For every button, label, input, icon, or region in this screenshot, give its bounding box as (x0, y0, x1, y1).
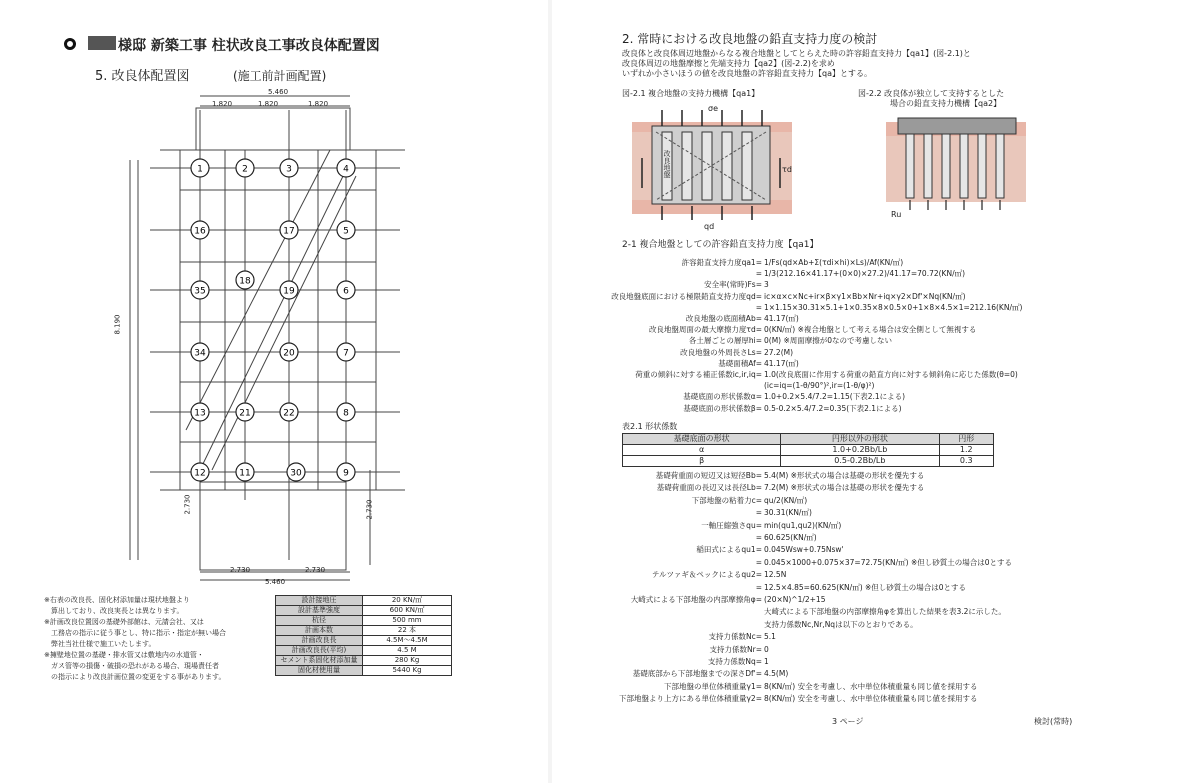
pile-label: 3 (286, 164, 292, 175)
calc-label: 安全率(常時)Fs= (704, 280, 762, 290)
calc-expression: (ic=iq=(1-θ/90°)²,ir=(1-θ/φ)²) (764, 381, 875, 391)
shape-table-header-cell: 円形以外の形状 (781, 434, 939, 445)
calc-expression: 8(KN/㎡) 安全を考慮し、水中単位体積重量も同じ値を採用する (764, 694, 978, 704)
calc-label: 基礎荷重面の短辺又は短径Bb= (655, 471, 762, 480)
pile-marker (337, 403, 355, 421)
dim-side-b: 2.730 (365, 499, 374, 520)
calc-label: = (755, 582, 762, 592)
shape-table-header-cell: 円形 (939, 434, 994, 445)
spec-row (276, 636, 452, 646)
fig1-sigma-label: σe (708, 104, 718, 113)
calc-label: 基礎面積Af= (718, 358, 762, 368)
note-line: ※右表の改良長、固化材添加量は現状地盤より (44, 596, 190, 604)
calc-label: 許容鉛直支持力度qa1= (681, 258, 762, 267)
calc-expression: 5.1 (764, 632, 776, 642)
spec-row (276, 656, 452, 666)
pile-marker (236, 159, 254, 177)
calc-expression: ic×α×c×Nc+ir×β×γ1×Bb×Nr+iq×γ2×Df'×Nq(KN/㎡) (764, 291, 966, 301)
shape-table-row (623, 456, 994, 467)
pile-label: 12 (194, 468, 206, 479)
spec-label: 設計接地圧 (276, 596, 363, 606)
note-line: の指示により改良計画位置の変更をする事があります。 (44, 673, 226, 681)
shape-table-row (623, 445, 994, 456)
calc-expression: 4.5(M) (764, 669, 789, 679)
calc-label: = (755, 533, 762, 542)
calc-expression: 41.17(㎡) (764, 314, 799, 323)
calc-expression: 1.0(改良底面に作用する荷重の鉛直方向に対する傾斜角に応じた係数(θ=0) (764, 370, 1018, 379)
calc-expression: 1/3(212.16×41.17+(0×0)×27.2)/41.17=70.72(KN/㎡) (764, 269, 966, 279)
calc-label: 各土層ごとの層厚hi= (688, 336, 762, 346)
spec-row (276, 616, 452, 626)
pile-label: 9 (343, 468, 349, 479)
calc-expression: min(qu1,qu2)(KN/㎡) (764, 520, 842, 530)
calc-expression: qu/2(KN/㎡) (764, 495, 808, 505)
calc-expression: 支持力係数Nc,Nr,Nqは以下のとおりである。 (764, 619, 918, 629)
calc-label: 改良地盤の外周長さLs= (680, 347, 762, 357)
calc-label: 改良地盤の底面積Ab= (685, 314, 762, 323)
calc-label: 下部地盤の単位体積重量γ1= (664, 681, 762, 691)
spec-label: 杭径 (276, 616, 363, 626)
spec-label: 計画改良長(平均) (276, 646, 363, 656)
pile-label: 1 (197, 164, 203, 175)
dim-left-total: 8.190 (113, 314, 122, 335)
dim-bottom-total: 5.460 (265, 578, 286, 586)
pile-marker (280, 281, 298, 299)
pile-marker (191, 159, 209, 177)
dim-bottom-b: 2.730 (305, 566, 326, 574)
note-line: 工務店の指示に従う事とし、特に指示・指定が無い場合 (44, 629, 226, 637)
shape-table-cell: 0.3 (939, 456, 994, 467)
calc-label: = (755, 269, 762, 279)
calc-expression: 1×1.15×30.31×5.1+1×0.35×8×0.5×0+1×8×4.5×1=212.16(KN/㎡) (764, 302, 1023, 312)
calc-expression: 5.4(M) ※形状式の場合は基礎の形状を優先する (764, 471, 925, 480)
calc-expression: 0(KN/㎡) ※複合地盤として考える場合は安全側として無視する (764, 325, 977, 335)
pile-marker (337, 463, 355, 481)
pile-label: 22 (283, 408, 295, 419)
pile-label: 19 (283, 286, 295, 297)
calc-expression: 12.5×4.85=60.625(KN/㎡) ※但し砂質土の場合は0とする (764, 582, 967, 592)
calc-expression: 30.31(KN/㎡) (764, 508, 812, 518)
calc-label: 支持力係数Nr= (709, 644, 762, 654)
shape-table-header-cell: 基礎底面の形状 (623, 434, 781, 445)
calc-label: 荷重の傾斜に対する補正係数ic,ir,iq= (635, 370, 762, 379)
calc-label: 下部地盤の粘着力c= (691, 495, 762, 505)
note-line: ※擁壁地位置の基礎・排水管又は敷地内の水道管・ (44, 651, 204, 659)
spec-value: 280 Kg (363, 656, 452, 666)
spec-label: 設計基準強度 (276, 606, 363, 616)
page-number: 3 ページ (832, 717, 864, 726)
figure-2-caption-2: 場合の鉛直支持力機構【qa2】 (890, 99, 1002, 108)
fig1-qd-label: qd (704, 222, 715, 231)
pile-label: 20 (283, 348, 295, 359)
pile-label: 5 (343, 226, 349, 237)
calc-label: 基礎底面の形状係数α= (683, 392, 762, 402)
note-line: ※計画改良位置図の基礎外部館は、元請会社、又は (44, 618, 204, 626)
calc-expression: 60.625(KN/㎡) (764, 533, 817, 542)
calc-label: 支持力係数Nc= (708, 632, 762, 642)
dim-top-total: 5.460 (268, 88, 289, 96)
calc-expression: 0.045×1000+0.075×37=72.75(KN/㎡) ※但し砂質土の場合は0とする (764, 557, 1013, 567)
spec-row (276, 626, 452, 636)
calc-expression: 27.2(M) (764, 347, 794, 357)
dim-top-c: 1.820 (308, 100, 329, 108)
right-page (552, 0, 1180, 783)
fig1-tau-label: τd (782, 165, 792, 174)
pile-marker (280, 221, 298, 239)
pile-marker (191, 281, 209, 299)
pile-marker (287, 463, 305, 481)
section-heading: 2. 常時における改良地盤の鉛直支持力度の検討 (622, 32, 878, 46)
calc-expression: 3 (764, 280, 769, 290)
calc-label: 基礎底面の形状係数β= (683, 403, 762, 413)
figure-1-caption: 図-2.1 複合地盤の支持力機構【qa1】 (622, 89, 760, 98)
calc-expression: 12.5N (764, 570, 787, 580)
dim-bottom-a: 2.730 (230, 566, 251, 574)
calc-label: 支持力係数Nq= (707, 657, 762, 666)
pile-label: 34 (194, 348, 206, 359)
pile-label: 18 (239, 276, 251, 287)
pile-label: 4 (343, 164, 349, 175)
calc-expression: 1 (764, 657, 769, 666)
pile-marker (337, 221, 355, 239)
pile-marker (280, 403, 298, 421)
shape-table-cell: α (623, 445, 781, 456)
calc-label: = (755, 508, 762, 518)
pile-marker (191, 343, 209, 361)
pile-marker (191, 221, 209, 239)
drawing-subtitle: 5. 改良体配置図 (95, 69, 190, 84)
spec-row (276, 666, 452, 676)
spec-label: セメント系固化材添加量 (276, 656, 363, 666)
shape-table-title: 表2.1 形状係数 (622, 422, 678, 431)
intro-line: 改良体と改良体周辺地盤からなる複合地盤としてとらえた時の許容鉛直支持力【qa1】(図-2.1)と (622, 49, 971, 58)
pile-marker (280, 159, 298, 177)
calc-expression: 大崎式による下部地盤の内部摩擦角φを算出した結果を表3.2に示した。 (764, 607, 1006, 617)
pile-label: 13 (194, 408, 206, 419)
spec-value: 20 KN/㎡ (363, 596, 452, 606)
calc-label: 一軸圧縮強さqu= (701, 520, 762, 530)
subsection-heading: 2-1 複合地盤としての許容鉛直支持力度【qa1】 (622, 240, 819, 250)
calc-label: 改良地盤周面の最大摩擦力度τd= (648, 325, 762, 335)
spec-value: 600 KN/㎡ (363, 606, 452, 616)
spec-label: 固化材使用量 (276, 666, 363, 676)
calc-expression: (20×N)^1/2+15 (764, 595, 826, 604)
shape-table-cell: 1.0+0.2Bb/Lb (781, 445, 939, 456)
spec-row (276, 606, 452, 616)
pile-marker (191, 403, 209, 421)
calc-label: 下部地盤より上方にある単位体積重量γ2= (619, 694, 762, 704)
note-line: ガス管等の損傷・破損の恐れがある場合、現場責任者 (44, 662, 219, 670)
calc-expression: 1/Fs(qd×Ab+Σ(τdi×hi)×Ls)/Af(KN/㎡) (764, 258, 904, 267)
calc-label: 改良地盤底面における極限鉛直支持力度qd= (611, 291, 762, 301)
calc-label: テルツァギ＆ペックによるqu2= (651, 570, 762, 580)
shape-table-cell: 1.2 (939, 445, 994, 456)
pile-label: 2 (242, 164, 248, 175)
drawing-title: 様邸 新築工事 柱状改良工事改良体配置図 (118, 38, 380, 54)
figure-2-caption: 図-2.2 改良体が独立して支持するとした (858, 89, 1005, 98)
spec-value: 5440 Kg (363, 666, 452, 676)
drawing-subtitle-note: (施工前計画配置) (233, 69, 327, 83)
pile-label: 17 (283, 226, 295, 237)
pile-label: 16 (194, 226, 206, 237)
pile-marker (236, 403, 254, 421)
pile-label: 6 (343, 286, 349, 297)
calc-expression: 1.0+0.2×5.4/7.2=1.15(下表2.1による) (764, 392, 906, 402)
pile-marker (337, 159, 355, 177)
calc-label: 大崎式による下部地盤の内部摩擦角φ= (630, 595, 762, 604)
spec-value: 500 mm (363, 616, 452, 626)
spec-value: 4.5M～4.5M (363, 636, 452, 646)
pile-marker (337, 343, 355, 361)
left-page (0, 0, 548, 783)
pile-marker (191, 463, 209, 481)
calc-expression: 8(KN/㎡) 安全を考慮し、水中単位体積重量も同じ値を採用する (764, 681, 978, 691)
shape-coefficient-table (622, 433, 994, 467)
spec-value: 22 本 (363, 626, 452, 636)
pile-marker (236, 463, 254, 481)
calc-expression: 0 (764, 644, 769, 654)
shape-table-header (623, 434, 994, 445)
pile-label: 11 (239, 468, 251, 479)
calc-label: = (755, 302, 762, 312)
dim-side-a: 2.730 (183, 494, 192, 515)
figure-composite-ground (632, 108, 792, 228)
pile-label: 21 (239, 408, 251, 419)
fig1-body-label: 改良地盤 (663, 150, 671, 178)
pile-label: 7 (343, 348, 349, 359)
intro-line: 改良体周辺の地盤摩擦と先端支持力【qa2】(図-2.2)を求め (622, 59, 835, 68)
calc-expression: 41.17(㎡) (764, 358, 799, 368)
pile-marker (337, 281, 355, 299)
shape-table-cell: β (623, 456, 781, 467)
figure-independent-piles (886, 112, 1026, 222)
calc-expression: 0.045Wsw+0.75Nsw' (764, 545, 844, 555)
spec-table (275, 595, 452, 676)
pile-marker (280, 343, 298, 361)
dim-top-a: 1.820 (212, 100, 233, 108)
note-line: 弊社当社仕様で施工いたします。 (44, 640, 156, 648)
calc-expression: 7.2(M) ※形状式の場合は基礎の形状を優先する (764, 483, 925, 493)
pile-marker (236, 271, 254, 289)
fig2-ru-label: Ru (891, 210, 902, 219)
calc-label: 基礎底部から下部地盤までの深さDf'= (632, 669, 762, 679)
calc-label: = (755, 557, 762, 567)
calc-expression: 0.5-0.2×5.4/7.2=0.35(下表2.1による) (764, 403, 902, 413)
shape-table-cell: 0.5-0.2Bb/Lb (781, 456, 939, 467)
calc-label: 稲田式によるqu1= (696, 545, 762, 555)
pile-label: 8 (343, 408, 349, 419)
spec-row (276, 646, 452, 656)
calc-label: 基礎荷重面の長辺又は長径Lb= (656, 483, 762, 493)
pile-label: 30 (290, 468, 302, 479)
footer-right-label: 検討(常時) (1034, 717, 1073, 726)
dim-top-b: 1.820 (258, 100, 279, 108)
spec-row (276, 596, 452, 606)
spec-label: 計画改良長 (276, 636, 363, 646)
spec-value: 4.5 M (363, 646, 452, 656)
calc-expression: 0(M) ※周面摩擦が0なので考慮しない (764, 336, 893, 346)
spec-label: 計画本数 (276, 626, 363, 636)
pile-label: 35 (194, 286, 206, 297)
intro-line: いずれか小さいほうの値を改良地盤の許容鉛直支持力【qa】とする。 (622, 69, 872, 78)
note-line: 算出しており、改良実長とは異なります。 (44, 607, 184, 615)
